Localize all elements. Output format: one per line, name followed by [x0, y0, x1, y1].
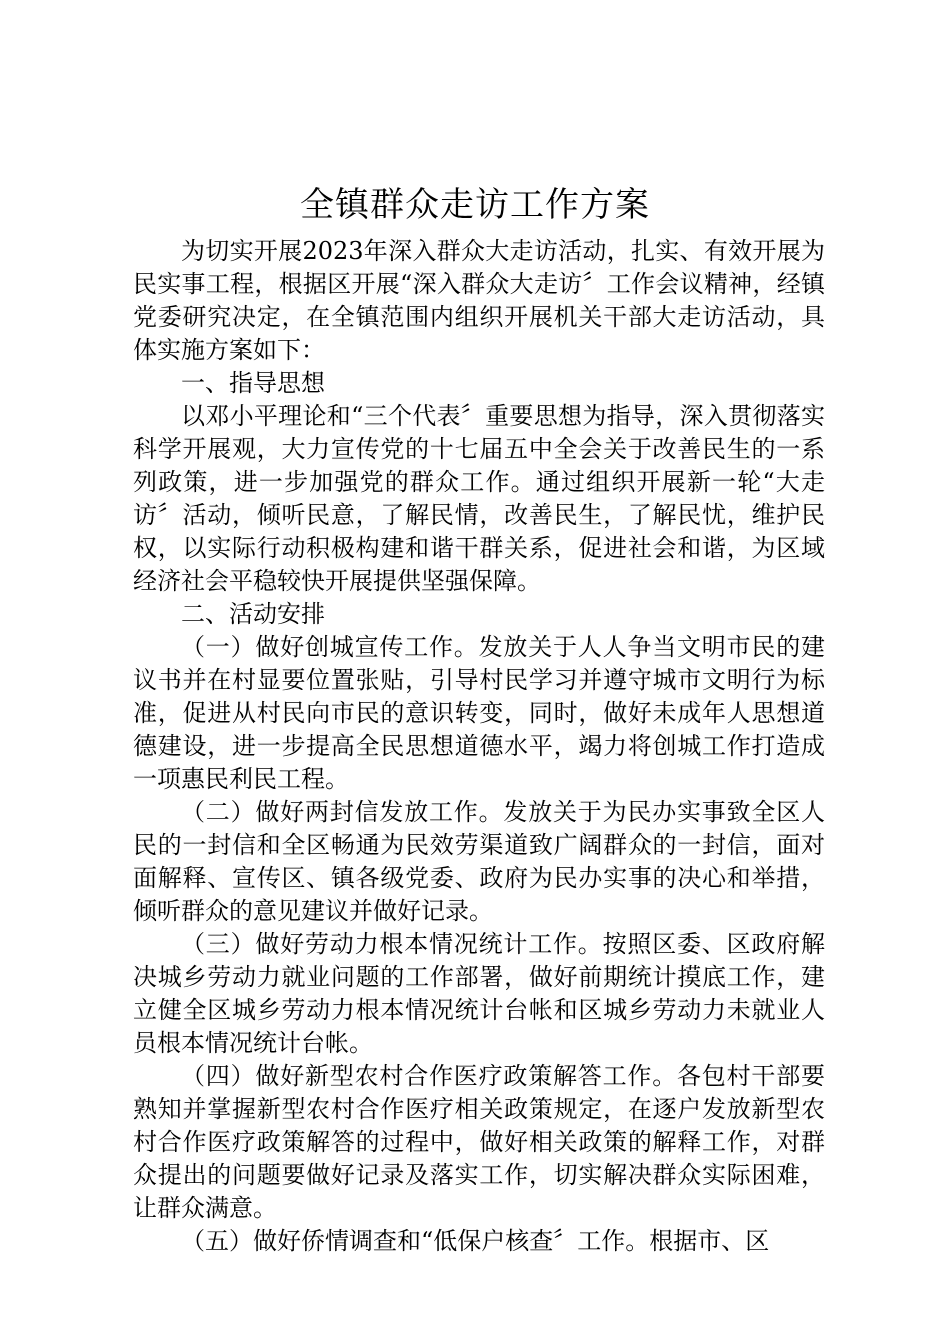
intro-paragraph: 为切实开展2023年深入群众大走访活动，扎实、有效开展为民实事工程，根据区开展“深入群众大走访〞工作会议精神，经镇党委研究决定，在全镇范围内组织开展机关干部大走访活动，具体实施方案如下：	[133, 237, 825, 364]
item-3-paragraph: （三）做好劳动力根本情况统计工作。按照区委、区政府解决城乡劳动力就业问题的工作部署，做好前期统计摸底工作，建立健全区城乡劳动力根本情况统计台帐和区城乡劳动力未就业人员根本情况统计台帐。	[133, 930, 825, 1057]
document-title: 全镇群众走访工作方案	[300, 185, 650, 225]
item-2-paragraph: （二）做好两封信发放工作。发放关于为民办实事致全区人民的一封信和全区畅通为民效劳渠道致广阔群众的一封信，面对面解释、宣传区、镇各级党委、政府为民办实事的决心和举措，倾听群众的意见建议并做好记录。	[133, 798, 825, 925]
document-body	[133, 235, 825, 1258]
section-heading-activity-arrangement: 二、活动安排	[181, 600, 325, 628]
item-1-paragraph: （一）做好创城宣传工作。发放关于人人争当文明市民的建议书并在村显要位置张贴，引导村民学习并遵守城市文明行为标准，促进从村民向市民的意识转变，同时，做好未成年人思想道德建设，进一步提高全民思想道德水平，竭力将创城工作打造成一项惠民利民工程。	[133, 633, 825, 793]
item-4-paragraph: （四）做好新型农村合作医疗政策解答工作。各包村干部要熟知并掌握新型农村合作医疗相关政策规定，在逐户发放新型农村合作医疗政策解答的过程中，做好相关政策的解释工作，对群众提出的问题要做好记录及落实工作，切实解决群众实际困难，让群众满意。	[133, 1062, 825, 1222]
section-heading-guiding-ideology: 一、指导思想	[181, 369, 325, 397]
item-5-paragraph: （五）做好侨情调查和“低保户核查〞工作。根据市、区	[181, 1227, 770, 1255]
guiding-ideology-paragraph: 以邓小平理论和“三个代表〞重要思想为指导，深入贯彻落实科学开展观，大力宣传党的十七届五中全会关于改善民生的一系列政策，进一步加强党的群众工作。通过组织开展新一轮“大走访〞活动，倾听民意，了解民情，改善民生，了解民忧，维护民权，以实际行动积极构建和谐干群关系，促进社会和谐，为区域经济社会平稳较快开展提供坚强保障。	[133, 402, 825, 595]
